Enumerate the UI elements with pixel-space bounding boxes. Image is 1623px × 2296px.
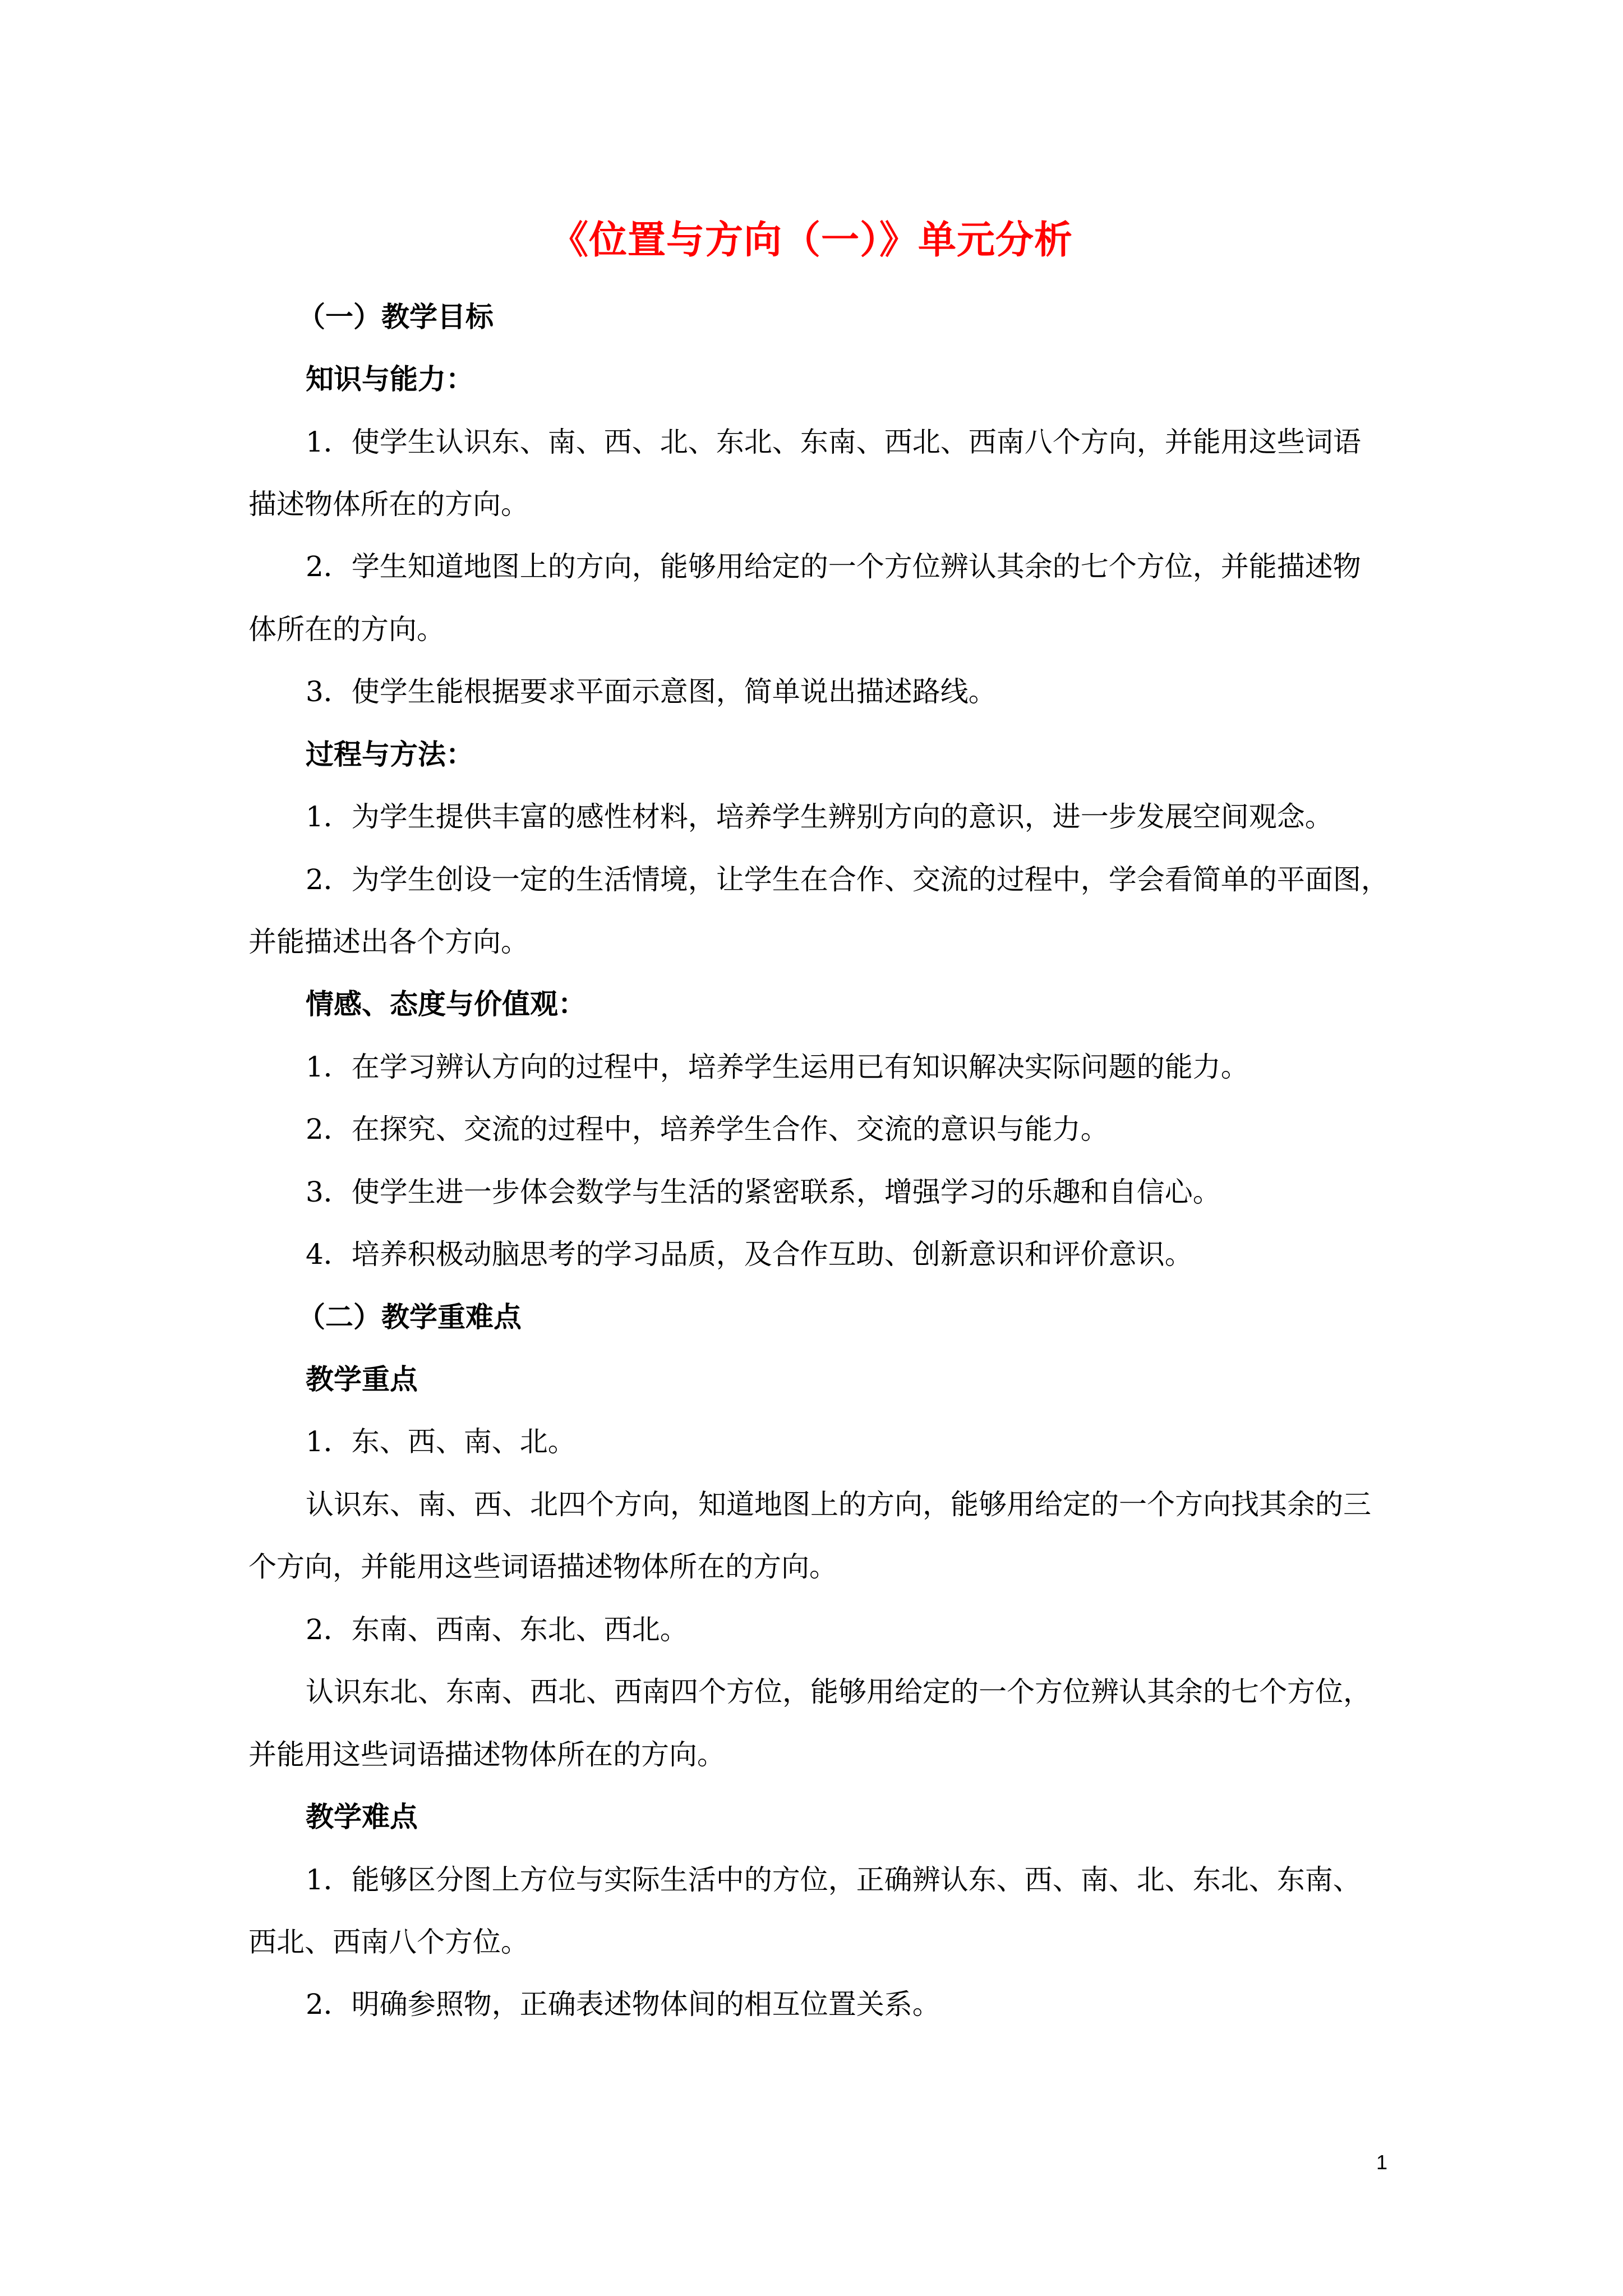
subheading-teaching-key-points: 教学重点	[306, 1363, 418, 1396]
section-heading-objectives: （一）教学目标	[297, 300, 494, 333]
paragraph-line: 1．能够区分图上方位与实际生活中的方位，正确辨认东、西、南、北、东北、东南、	[306, 1864, 1361, 1896]
paragraph-line: 3．使学生能根据要求平面示意图，简单说出描述路线。	[306, 675, 997, 708]
paragraph-line: 描述物体所在的方向。	[248, 488, 529, 521]
paragraph-line: 1．东、西、南、北。	[306, 1425, 576, 1458]
paragraph-line: 认识东北、东南、西北、西南四个方位，能够用给定的一个方位辨认其余的七个方位，	[306, 1676, 1371, 1708]
paragraph-line: 2．为学生创设一定的生活情境，让学生在合作、交流的过程中，学会看简单的平面图，	[306, 863, 1389, 896]
paragraph-line: 4．培养积极动脑思考的学习品质，及合作互助、创新意识和评价意识。	[306, 1238, 1193, 1271]
subheading-emotion-values: 情感、态度与价值观：	[306, 987, 586, 1020]
paragraph-line: 2．学生知道地图上的方向，能够用给定的一个方位辨认其余的七个方位，并能描述物	[306, 550, 1361, 583]
paragraph-line: 认识东、南、西、北四个方向，知道地图上的方向，能够用给定的一个方向找其余的三	[306, 1488, 1371, 1521]
section-heading-key-difficult-points: （二）教学重难点	[297, 1300, 522, 1333]
subheading-process-method: 过程与方法：	[306, 738, 474, 771]
paragraph-line: 体所在的方向。	[248, 613, 445, 646]
paragraph-line: 1．使学生认识东、南、西、北、东北、东南、西北、西南八个方向，并能用这些词语	[306, 426, 1361, 458]
paragraph-line: 并能用这些词语描述物体所在的方向。	[248, 1738, 725, 1771]
paragraph-line: 1．在学习辨认方向的过程中，培养学生运用已有知识解决实际问题的能力。	[306, 1051, 1249, 1083]
subheading-knowledge-ability: 知识与能力：	[306, 362, 474, 395]
paragraph-line: 2．在探究、交流的过程中，培养学生合作、交流的意识与能力。	[306, 1113, 1109, 1145]
paragraph-line: 西北、西南八个方位。	[248, 1926, 529, 1958]
paragraph-line: 2．东南、西南、东北、西北。	[306, 1613, 688, 1646]
subheading-teaching-difficult-points: 教学难点	[306, 1800, 418, 1833]
paragraph-line: 个方向，并能用这些词语描述物体所在的方向。	[248, 1550, 837, 1583]
page-title: 《位置与方向（一）》单元分析	[550, 218, 1073, 263]
paragraph-line: 2．明确参照物，正确表述物体间的相互位置关系。	[306, 1988, 940, 2021]
paragraph-line: 并能描述出各个方向。	[248, 926, 529, 958]
page-number: 1	[1376, 2151, 1387, 2174]
paragraph-line: 3．使学生进一步体会数学与生活的紧密联系，增强学习的乐趣和自信心。	[306, 1176, 1221, 1208]
paragraph-line: 1．为学生提供丰富的感性材料，培养学生辨别方向的意识，进一步发展空间观念。	[306, 800, 1333, 833]
